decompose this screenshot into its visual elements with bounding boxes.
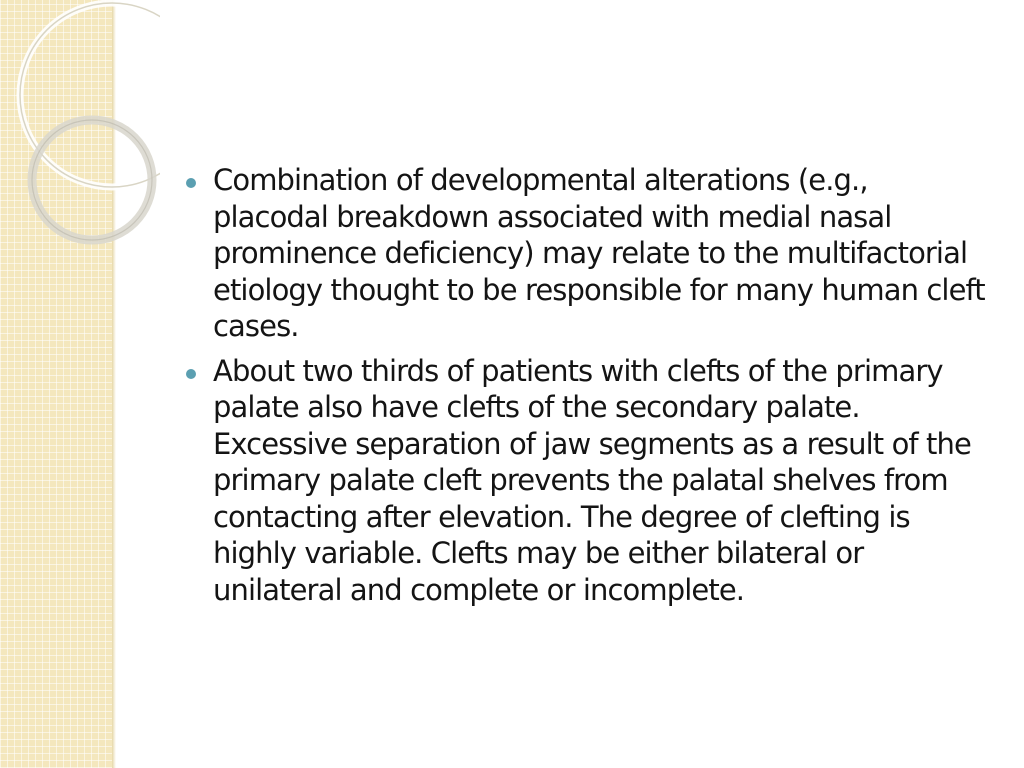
bullet-item (186, 353, 986, 609)
slide-content (186, 162, 986, 616)
bullet-dot-icon (186, 178, 196, 188)
small-ring (32, 120, 152, 240)
decorative-rings (0, 0, 160, 300)
bullet-list (186, 162, 986, 608)
large-ring (20, 3, 160, 187)
bullet-item (186, 162, 986, 345)
bullet-text: Combination of developmental alterations (e.g., placodal breakdown associated with medial nasal prominence deficiency) may relate to the multifactorial etiology thought to be responsible for many human cleft cases. (213, 163, 985, 343)
bullet-dot-icon (186, 369, 196, 379)
bullet-text: About two thirds of patients with clefts of the primary palate also have clefts of the secondary palate. Excessive separation of jaw segments as a result of the primary palate cleft prevents the palatal shelves from contacting after elevation. The degree of clefting is highly variable. Clefts may be either bilateral or unilateral and complete or incomplete. (213, 353, 971, 607)
